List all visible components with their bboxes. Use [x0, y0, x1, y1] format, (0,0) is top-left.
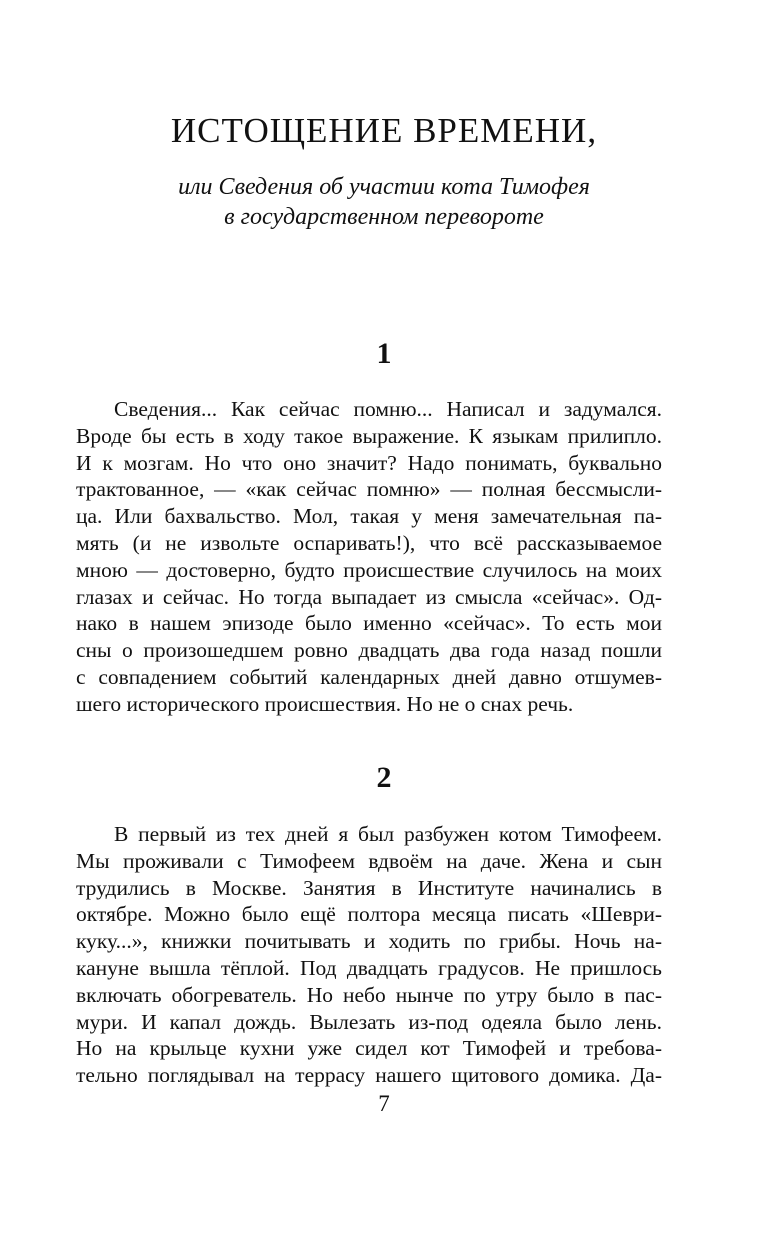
text-line: Мы проживали с Тимофеем вдвоём на даче. Жена и сын [76, 848, 662, 873]
text-line: трудились в Москве. Занятия в Институте начинались в [76, 875, 662, 900]
text-line: глазах и сейчас. Но тогда выпадает из смысла «сейчас». Од- [76, 584, 662, 609]
text-line: Но на крыльце кухни уже сидел кот Тимофей и требова- [76, 1036, 662, 1061]
subtitle-line: или Сведения об участии кота Тимофея [178, 174, 590, 200]
text-line: кануне вышла тёплой. Под двадцать градусов. Не пришлось [76, 955, 662, 980]
subtitle-line: в государственном перевороте [224, 204, 544, 230]
text-line: Сведения... Как сейчас помню... Написал и задумался. [114, 397, 662, 421]
story-title: ИСТОЩЕНИЕ ВРЕМЕНИ, [170, 111, 598, 150]
text-line: мури. И капал дождь. Вылезать из-под одеяла было лень. [76, 1009, 662, 1034]
text-line: сны о произошедшем ровно двадцать два года назад пошли [76, 638, 662, 663]
text-line: куку...», книжки почитывать и ходить по грибы. Ночь на- [76, 929, 662, 954]
story-subtitle [0, 172, 768, 232]
text-line: мною — достоверно, будто происшествие случилось на моих [76, 557, 662, 582]
text-line: мять (и не извольте оспаривать!), что всё рассказываемое [76, 530, 662, 555]
chapter-number: 1 [376, 337, 392, 370]
chapter-paragraph [76, 396, 662, 718]
text-line: тельно поглядывал на террасу нашего щитового домика. Да- [76, 1063, 662, 1088]
text-line: И к мозгам. Но что оно значит? Надо понимать, буквально [76, 450, 662, 475]
text-line: шего исторического происшествия. Но не о снах речь. [76, 691, 574, 716]
chapter-paragraph [76, 821, 662, 1089]
page-number: 7 [378, 1091, 390, 1116]
text-line: В первый из тех дней я был разбужен котом Тимофеем. [114, 822, 662, 846]
text-line: включать обогреватель. Но небо нынче по утру было в пас- [76, 982, 662, 1007]
text-line: ца. Или бахвальство. Мол, такая у меня замечательная па- [76, 504, 662, 529]
text-line: Вроде бы есть в ходу такое выражение. К языкам прилипло. [76, 423, 662, 448]
text-line: октябре. Можно было ещё полтора месяца писать «Шеври- [76, 902, 662, 927]
text-line: с совпадением событий календарных дней давно отшумев- [76, 664, 662, 689]
chapter-number: 2 [376, 761, 392, 794]
text-line: трактованное, — «как сейчас помню» — полная бессмысли- [76, 477, 662, 502]
text-line: нако в нашем эпизоде было именно «сейчас». То есть мои [76, 611, 662, 636]
